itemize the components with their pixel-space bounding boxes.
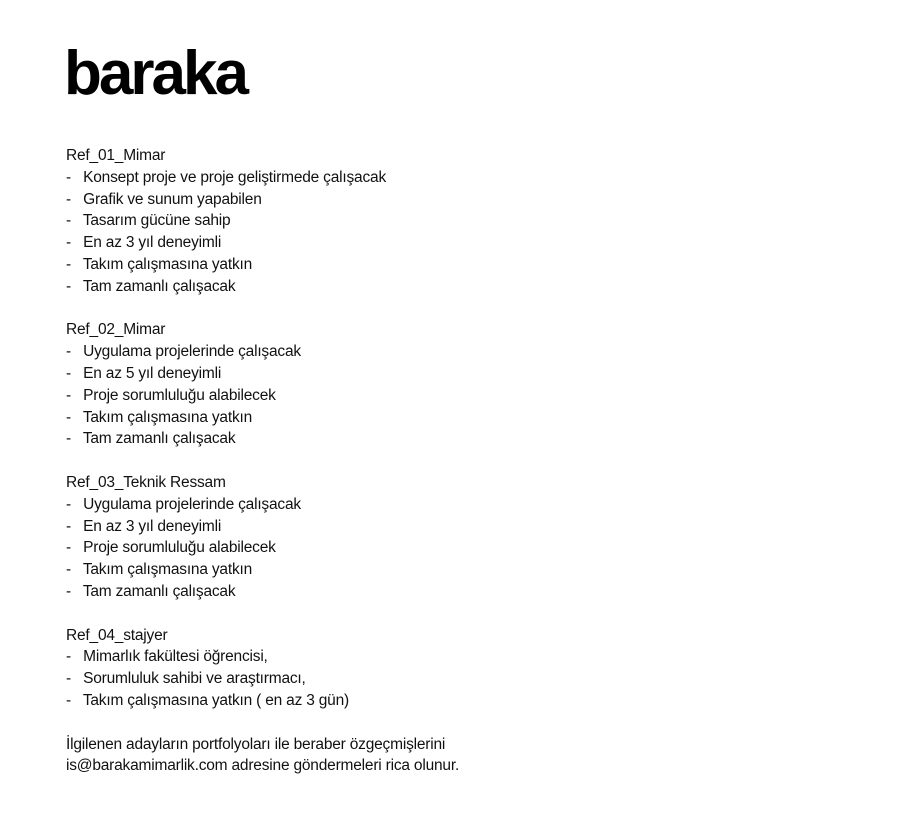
ref-title: Ref_04_stajyer <box>66 626 168 644</box>
ref-title: Ref_02_Mimar <box>66 321 166 339</box>
ref-item: - En az 3 yıl deneyimli <box>66 234 222 252</box>
ref-block-02 <box>66 319 866 450</box>
application-note-line: İlgilenen adayların portfolyoları ile beraber özgeçmişlerini <box>66 735 446 753</box>
job-postings <box>66 145 866 799</box>
ref-block-01 <box>66 145 866 298</box>
application-email-line: is@barakamimarlik.com adresine göndermeleri rica olunur. <box>66 757 460 775</box>
ref-title: Ref_01_Mimar <box>66 147 166 164</box>
ref-item: - Sorumluluk sahibi ve araştırmacı, <box>66 670 306 688</box>
application-note <box>66 734 866 778</box>
ref-item: - Uygulama projelerinde çalışacak <box>66 495 301 513</box>
ref-block-03 <box>66 472 866 603</box>
ref-item: - Takım çalışmasına yatkın <box>66 408 253 426</box>
ref-item: - Tam zamanlı çalışacak <box>66 430 236 448</box>
ref-item: - Proje sorumluluğu alabilecek <box>66 386 276 404</box>
ref-item: - Proje sorumluluğu alabilecek <box>66 539 276 557</box>
ref-item: - Konsept proje ve proje geliştirmede çalışacak <box>66 168 386 186</box>
ref-block-04 <box>66 625 866 712</box>
ref-item: - Mimarlık fakültesi öğrencisi, <box>66 648 268 666</box>
ref-title: Ref_03_Teknik Ressam <box>66 473 226 491</box>
ref-item: - Tam zamanlı çalışacak <box>66 582 236 600</box>
ref-item: - Takım çalışmasına yatkın <box>66 561 253 579</box>
ref-item: - Grafik ve sunum yapabilen <box>66 190 262 208</box>
company-logo: baraka <box>64 39 246 108</box>
ref-item: - En az 5 yıl deneyimli <box>66 364 222 382</box>
ref-item: - Tam zamanlı çalışacak <box>66 277 236 295</box>
ref-item: - En az 3 yıl deneyimli <box>66 517 222 535</box>
ref-item: - Uygulama projelerinde çalışacak <box>66 343 301 361</box>
ref-item: - Takım çalışmasına yatkın ( en az 3 gün) <box>66 691 349 709</box>
ref-item: - Takım çalışmasına yatkın <box>66 255 253 273</box>
ref-item: - Tasarım gücüne sahip <box>66 212 231 230</box>
